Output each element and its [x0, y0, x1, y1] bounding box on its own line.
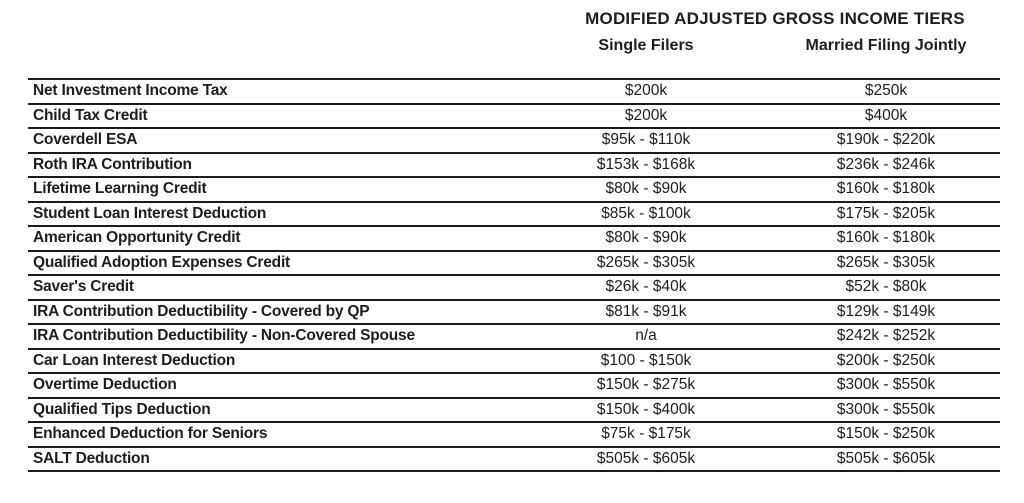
table-row: [28, 252, 1000, 277]
page-title: MODIFIED ADJUSTED GROSS INCOME TIERS: [585, 9, 965, 28]
married-filing-jointly-value: $250k: [864, 82, 908, 100]
married-filing-jointly-value: $242k - $252k: [836, 327, 936, 345]
row-label: Student Loan Interest Deduction: [33, 204, 267, 222]
married-filing-jointly-value: $265k - $305k: [836, 253, 936, 271]
row-label: IRA Contribution Deductibility - Covered by QP: [33, 302, 370, 320]
table-row: [28, 154, 1000, 179]
row-label: Lifetime Learning Credit: [33, 180, 207, 198]
table-header: [520, 9, 1000, 55]
married-filing-jointly-value: $52k - $80k: [845, 278, 927, 296]
row-label: Qualified Tips Deduction: [33, 400, 211, 418]
single-filers-value: $200k: [624, 82, 668, 100]
row-label: American Opportunity Credit: [33, 229, 241, 247]
table-row: [28, 399, 1000, 424]
table-row: [28, 448, 1000, 473]
married-filing-jointly-value: $236k - $246k: [836, 155, 936, 173]
single-filers-value: $150k - $275k: [596, 376, 696, 394]
table-row: [28, 129, 1000, 154]
married-filing-jointly-value: $160k - $180k: [836, 180, 936, 198]
row-label: Qualified Adoption Expenses Credit: [33, 253, 291, 271]
column-headers: [520, 37, 1000, 55]
row-label: Child Tax Credit: [33, 106, 148, 124]
table-row: [28, 301, 1000, 326]
married-filing-jointly-value: $300k - $550k: [836, 376, 936, 394]
table-row: [28, 80, 1000, 105]
married-filing-jointly-value: $175k - $205k: [836, 204, 936, 222]
row-label: Roth IRA Contribution: [33, 155, 192, 173]
single-filers-value: $80k - $90k: [605, 229, 687, 247]
column-header-single-filers: Single Filers: [598, 37, 694, 54]
single-filers-value: $150k - $400k: [596, 400, 696, 418]
single-filers-value: $81k - $91k: [605, 302, 687, 320]
single-filers-value: $95k - $110k: [601, 131, 691, 149]
married-filing-jointly-value: $200k - $250k: [836, 351, 936, 369]
married-filing-jointly-value: $129k - $149k: [836, 302, 936, 320]
single-filers-value: $153k - $168k: [596, 155, 696, 173]
row-label: Car Loan Interest Deduction: [33, 351, 236, 369]
single-filers-value: $505k - $605k: [596, 449, 696, 467]
row-label: Enhanced Deduction for Seniors: [33, 425, 268, 443]
table-row: [28, 105, 1000, 130]
single-filers-value: $100 - $150k: [600, 351, 692, 369]
column-header-married-filing-jointly: Married Filing Jointly: [805, 37, 967, 54]
magi-table: [28, 78, 1000, 472]
single-filers-value: $75k - $175k: [601, 425, 691, 443]
row-label: Overtime Deduction: [33, 376, 177, 394]
table-row: [28, 423, 1000, 448]
single-filers-value: $85k - $100k: [601, 204, 691, 222]
married-filing-jointly-value: $190k - $220k: [836, 131, 936, 149]
table-row: [28, 325, 1000, 350]
row-label: SALT Deduction: [33, 449, 150, 467]
row-label: Saver's Credit: [33, 278, 134, 296]
single-filers-value: $26k - $40k: [605, 278, 687, 296]
married-filing-jointly-value: $400k: [864, 106, 908, 124]
row-label: Coverdell ESA: [33, 131, 138, 149]
single-filers-value: $265k - $305k: [596, 253, 696, 271]
married-filing-jointly-value: $150k - $250k: [836, 425, 936, 443]
table-row: [28, 350, 1000, 375]
married-filing-jointly-value: $505k - $605k: [836, 449, 936, 467]
table-row: [28, 227, 1000, 252]
row-label: IRA Contribution Deductibility - Non-Covered Spouse: [33, 327, 415, 345]
single-filers-value: $80k - $90k: [605, 180, 687, 198]
table-row: [28, 374, 1000, 399]
single-filers-value: $200k: [624, 106, 668, 124]
married-filing-jointly-value: $160k - $180k: [836, 229, 936, 247]
married-filing-jointly-value: $300k - $550k: [836, 400, 936, 418]
table-row: [28, 276, 1000, 301]
table-row: [28, 178, 1000, 203]
single-filers-value: n/a: [635, 327, 657, 345]
table-row: [28, 203, 1000, 228]
row-label: Net Investment Income Tax: [33, 82, 228, 100]
